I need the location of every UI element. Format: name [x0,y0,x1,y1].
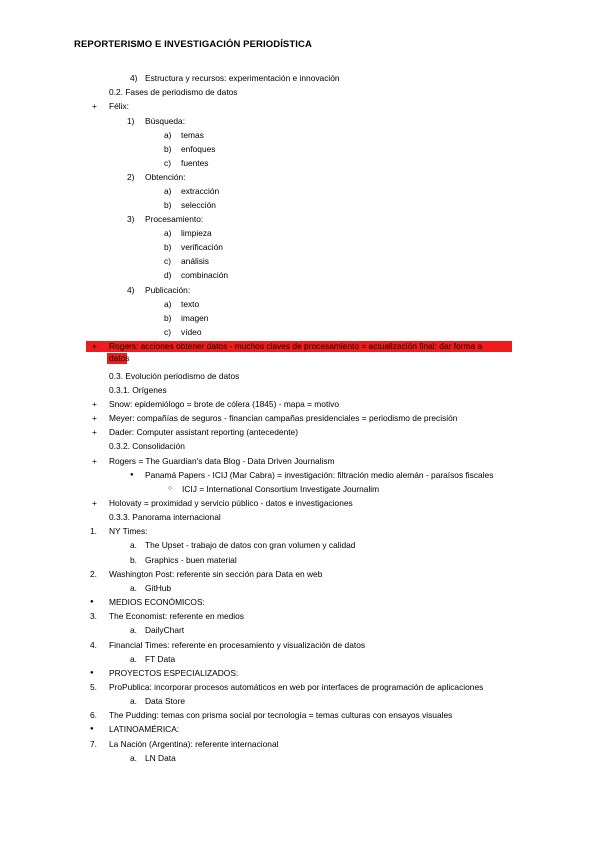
text-line: combinación [181,270,229,280]
text-line: limpieza [181,228,212,238]
text-line: The Pudding: temas con prisma social por tecnología = temas culturas con ensayos visuales [109,710,453,720]
list-marker: + [92,101,97,111]
list-marker: ● [130,472,134,478]
list-marker: 6. [90,710,97,720]
text-line: Rogers: acciones obtener datos - muchos claves de procesamiento = actualización final: dar forma a [109,341,483,351]
list-marker: c) [164,327,171,337]
list-marker: 1. [90,526,97,536]
text-line: 0.3.1. Orígenes [109,385,167,395]
list-marker: + [92,498,97,508]
page-title: REPORTERISMO E INVESTIGACIÓN PERIODÍSTICA [74,39,312,50]
text-line: DailyChart [145,625,185,635]
list-marker: 3) [127,214,135,224]
text-line: Snow: epidemiólogo = brote de cólera (1845) - mapa = motivo [109,399,339,409]
list-marker: a) [164,186,172,196]
text-line: La Nación (Argentina): referente internacional [109,739,279,749]
list-marker: 3. [90,611,97,621]
text-line: enfoques [181,144,216,154]
list-marker: a. [130,696,137,706]
list-marker: 4. [90,640,97,650]
list-marker: a. [130,625,137,635]
text-line: ProPublica: incorporar procesos automáticos en web por interfaces de programación de aplicaciones [109,682,484,692]
list-marker: 4) [130,73,138,83]
text-line: datos [109,353,130,363]
text-line: Estructura y recursos: experimentación e innovación [145,73,340,83]
list-marker: b) [164,313,172,323]
text-line: LATINOAMÉRICA: [109,724,180,734]
list-marker: a. [130,540,137,550]
list-marker: b. [130,555,137,565]
text-line: verificación [181,242,223,252]
list-marker: + [92,413,97,423]
text-line: 0.3.2. Consolidación [109,441,185,451]
text-line: fuentes [181,158,209,168]
text-line: Financial Times: referente en procesamiento y visualización de datos [109,640,366,650]
text-line: temas [181,130,204,140]
list-marker: 5. [90,682,97,692]
list-marker: c) [164,256,171,266]
text-line: PROYECTOS ESPECIALIZADOS: [109,668,239,678]
text-line: Obtención: [145,172,186,182]
text-line: ICIJ = International Consortium Investigate Journalim [182,484,380,494]
list-marker: a) [164,299,172,309]
list-marker: b) [164,144,172,154]
text-line: Félix: [109,101,130,111]
list-marker: 7. [90,739,97,749]
text-line: Meyer: compañías de seguros - financian campañas presidenciales = periodismo de precisión [109,413,458,423]
text-line: Procesamiento: [145,214,204,224]
list-marker: 2. [90,569,97,579]
text-line: análisis [181,256,209,266]
list-marker: a) [164,228,172,238]
list-marker: + [92,399,97,409]
text-line: LN Data [145,753,176,763]
list-marker: ● [90,599,94,605]
text-line: FT Data [145,654,176,664]
text-line: Holovaty = proximidad y servicio público - datos e investigaciones [109,498,353,508]
text-line: texto [181,299,200,309]
text-line: Publicación: [145,285,191,295]
list-marker: a. [130,583,137,593]
list-marker: ● [90,726,94,732]
list-marker: d) [164,270,172,280]
text-line: extracción [181,186,220,196]
list-marker: b) [164,200,172,210]
text-line: Rogers = The Guardian's data Blog - Data Driven Journalism [109,456,335,466]
text-line: 0.2. Fases de periodismo de datos [109,87,238,97]
list-marker: a) [164,130,172,140]
text-line: imagen [181,313,209,323]
list-marker: ● [90,670,94,676]
text-line: 0.3. Evolución periodismo de datos [109,371,240,381]
text-line: Panamá Papers - ICIJ (Mar Cabra) = investigación: filtración medio alemán - paraísos fiscales [145,470,494,480]
list-marker: 2) [127,172,135,182]
text-line: The Upset - trabajo de datos con gran volumen y calidad [145,540,356,550]
text-line: GitHub [145,583,172,593]
list-marker: ○ [168,485,173,492]
text-line: Búsqueda: [145,116,186,126]
text-line: Graphics - buen material [145,555,237,565]
text-line: selección [181,200,216,210]
list-marker: + [92,456,97,466]
text-line: Dader: Computer assistant reporting (antecedente) [109,427,299,437]
list-marker: c) [164,158,171,168]
text-line: NY Times: [109,526,148,536]
list-marker: + [92,341,97,351]
text-line: MEDIOS ECONÓMICOS: [109,597,205,607]
text-line: 0.3.3. Panorama internacional [109,512,221,522]
list-marker: a. [130,753,137,763]
text-line: Washington Post: referente sin sección para Data en web [109,569,323,579]
list-marker: b) [164,242,172,252]
list-marker: a. [130,654,137,664]
text-line: The Economist: referente en medios [109,611,244,621]
text-line: vídeo [181,327,202,337]
list-marker: + [92,427,97,437]
text-line: Data Store [145,696,186,706]
list-marker: 4) [127,285,135,295]
list-marker: 1) [127,116,135,126]
